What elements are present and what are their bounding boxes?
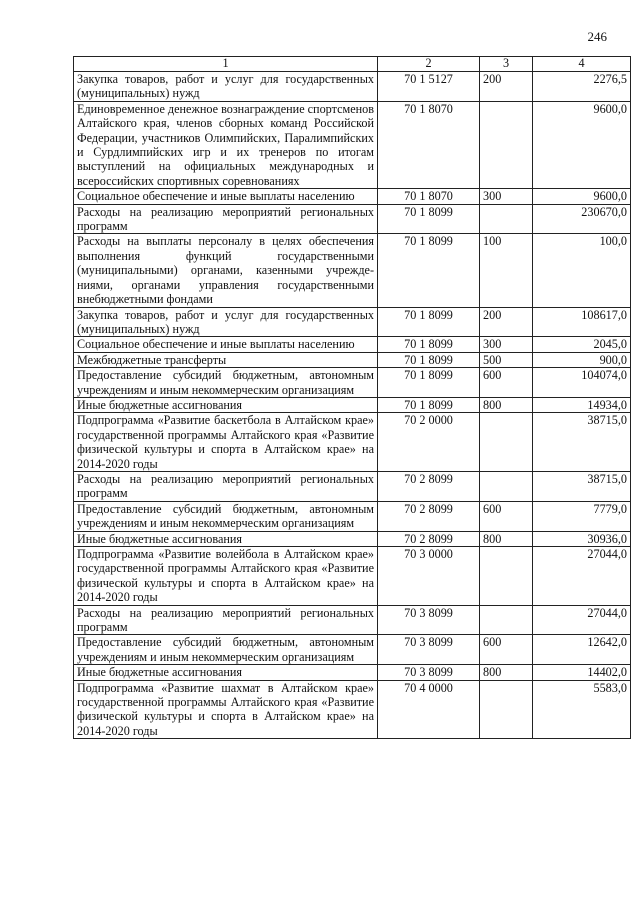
row-sum-cell: 14402,0 bbox=[533, 665, 631, 680]
row-code-cell: 70 2 8099 bbox=[378, 501, 480, 531]
row-name-cell: Предоставление субсидий бюджетным, автономным учреждениям и иным некоммерческим организациям bbox=[74, 501, 378, 531]
row-name-cell: Предоставление субсидий бюджетным, автономным учреждениям и иным некоммерческим организациям bbox=[74, 368, 378, 398]
table-row bbox=[74, 471, 631, 501]
row-sum-cell: 230670,0 bbox=[533, 204, 631, 234]
row-name-cell: Подпрограмма «Развитие волейбола в Алтайском крае» государственной программы Алтайского края «Развитие физической культуры и спорта в Алтайском крае» на 2014-2020 годы bbox=[74, 547, 378, 606]
row-type-cell: 500 bbox=[480, 352, 533, 367]
row-code-cell: 70 2 8099 bbox=[378, 531, 480, 546]
row-sum-cell: 2045,0 bbox=[533, 337, 631, 352]
row-code-cell: 70 1 8099 bbox=[378, 397, 480, 412]
row-name-cell: Закупка товаров, работ и услуг для государственных (муниципальных) нужд bbox=[74, 72, 378, 102]
row-sum-cell: 30936,0 bbox=[533, 531, 631, 546]
row-name-cell: Социальное обеспечение и иные выплаты населению bbox=[74, 337, 378, 352]
row-sum-cell: 38715,0 bbox=[533, 471, 631, 501]
table-row bbox=[74, 337, 631, 352]
row-name-cell: Расходы на выплаты персоналу в целях обеспечения выполнения функций государственными (муниципальными) органами, казенными учреждениями, органами управления государственными внебюджетными фондами bbox=[74, 234, 378, 307]
row-name-cell: Расходы на реализацию мероприятий региональных программ bbox=[74, 204, 378, 234]
row-code-cell: 70 2 0000 bbox=[378, 413, 480, 472]
row-type-cell: 800 bbox=[480, 397, 533, 412]
row-code-cell: 70 1 8099 bbox=[378, 368, 480, 398]
table-row bbox=[74, 501, 631, 531]
row-type-cell bbox=[480, 680, 533, 739]
row-name-cell: Расходы на реализацию мероприятий региональных программ bbox=[74, 471, 378, 501]
table-row bbox=[74, 605, 631, 635]
row-sum-cell: 108617,0 bbox=[533, 307, 631, 337]
row-type-cell: 300 bbox=[480, 189, 533, 204]
table-header-row bbox=[74, 57, 631, 72]
row-code-cell: 70 1 8070 bbox=[378, 101, 480, 188]
row-name-cell: Предоставление субсидий бюджетным, автономным учреждениям и иным некоммерческим организациям bbox=[74, 635, 378, 665]
row-sum-cell: 100,0 bbox=[533, 234, 631, 307]
table-row bbox=[74, 72, 631, 102]
column-header-sum: 4 bbox=[533, 57, 631, 72]
row-name-cell: Иные бюджетные ассигнования bbox=[74, 531, 378, 546]
row-type-cell bbox=[480, 471, 533, 501]
row-type-cell: 800 bbox=[480, 531, 533, 546]
row-code-cell: 70 3 8099 bbox=[378, 605, 480, 635]
table-row bbox=[74, 101, 631, 188]
row-code-cell: 70 3 8099 bbox=[378, 635, 480, 665]
row-sum-cell: 12642,0 bbox=[533, 635, 631, 665]
row-code-cell: 70 1 5127 bbox=[378, 72, 480, 102]
row-code-cell: 70 1 8099 bbox=[378, 352, 480, 367]
table-row bbox=[74, 635, 631, 665]
row-type-cell: 200 bbox=[480, 72, 533, 102]
row-type-cell: 600 bbox=[480, 501, 533, 531]
table-row bbox=[74, 352, 631, 367]
row-name-cell: Иные бюджетные ассигнования bbox=[74, 397, 378, 412]
table-row bbox=[74, 204, 631, 234]
row-type-cell: 200 bbox=[480, 307, 533, 337]
column-header-code: 2 bbox=[378, 57, 480, 72]
row-type-cell bbox=[480, 101, 533, 188]
row-code-cell: 70 1 8099 bbox=[378, 337, 480, 352]
row-code-cell: 70 3 8099 bbox=[378, 665, 480, 680]
row-type-cell bbox=[480, 413, 533, 472]
row-type-cell: 600 bbox=[480, 635, 533, 665]
row-code-cell: 70 2 8099 bbox=[378, 471, 480, 501]
table-row bbox=[74, 547, 631, 606]
row-code-cell: 70 1 8070 bbox=[378, 189, 480, 204]
row-name-cell: Расходы на реализацию мероприятий региональных программ bbox=[74, 605, 378, 635]
row-sum-cell: 27044,0 bbox=[533, 547, 631, 606]
row-type-cell: 600 bbox=[480, 368, 533, 398]
table-row bbox=[74, 397, 631, 412]
row-sum-cell: 9600,0 bbox=[533, 101, 631, 188]
row-name-cell: Социальное обеспечение и иные выплаты населению bbox=[74, 189, 378, 204]
row-type-cell bbox=[480, 547, 533, 606]
row-type-cell: 800 bbox=[480, 665, 533, 680]
row-name-cell: Подпрограмма «Развитие баскетбола в Алтайском крае» государственной программы Алтайского края «Развитие физической культуры и спорта в Алтайском крае» на 2014-2020 годы bbox=[74, 413, 378, 472]
row-code-cell: 70 4 0000 bbox=[378, 680, 480, 739]
row-sum-cell: 38715,0 bbox=[533, 413, 631, 472]
row-code-cell: 70 1 8099 bbox=[378, 307, 480, 337]
row-name-cell: Единовременное денежное вознаграждение спортсменов Алтайского края, членов сборных команд Российской Федерации, участников Олимпийских, Паралимпийских и Сурдлимпийских игр и их тренеров по итогам выступлений на официальных международных и всероссийских спортивных соревнованиях bbox=[74, 101, 378, 188]
table-row bbox=[74, 413, 631, 472]
row-sum-cell: 27044,0 bbox=[533, 605, 631, 635]
table-row bbox=[74, 665, 631, 680]
row-sum-cell: 104074,0 bbox=[533, 368, 631, 398]
row-type-cell: 100 bbox=[480, 234, 533, 307]
table-row bbox=[74, 234, 631, 307]
budget-table bbox=[73, 56, 631, 739]
row-type-cell: 300 bbox=[480, 337, 533, 352]
row-type-cell bbox=[480, 204, 533, 234]
page-number: 246 bbox=[587, 29, 607, 44]
row-name-cell: Иные бюджетные ассигнования bbox=[74, 665, 378, 680]
row-code-cell: 70 1 8099 bbox=[378, 234, 480, 307]
row-code-cell: 70 3 0000 bbox=[378, 547, 480, 606]
row-sum-cell: 900,0 bbox=[533, 352, 631, 367]
row-code-cell: 70 1 8099 bbox=[378, 204, 480, 234]
column-header-name: 1 bbox=[74, 57, 378, 72]
row-sum-cell: 5583,0 bbox=[533, 680, 631, 739]
column-header-type: 3 bbox=[480, 57, 533, 72]
table-row bbox=[74, 307, 631, 337]
row-sum-cell: 2276,5 bbox=[533, 72, 631, 102]
row-sum-cell: 7779,0 bbox=[533, 501, 631, 531]
row-sum-cell: 9600,0 bbox=[533, 189, 631, 204]
table-row bbox=[74, 680, 631, 739]
row-sum-cell: 14934,0 bbox=[533, 397, 631, 412]
row-name-cell: Закупка товаров, работ и услуг для государственных (муниципальных) нужд bbox=[74, 307, 378, 337]
row-name-cell: Подпрограмма «Развитие шахмат в Алтайском крае» государственной программы Алтайского края «Развитие физической культуры и спорта в Алтайском крае» на 2014-2020 годы bbox=[74, 680, 378, 739]
table-row bbox=[74, 531, 631, 546]
table-row bbox=[74, 368, 631, 398]
row-type-cell bbox=[480, 605, 533, 635]
row-name-cell: Межбюджетные трансферты bbox=[74, 352, 378, 367]
table-row bbox=[74, 189, 631, 204]
